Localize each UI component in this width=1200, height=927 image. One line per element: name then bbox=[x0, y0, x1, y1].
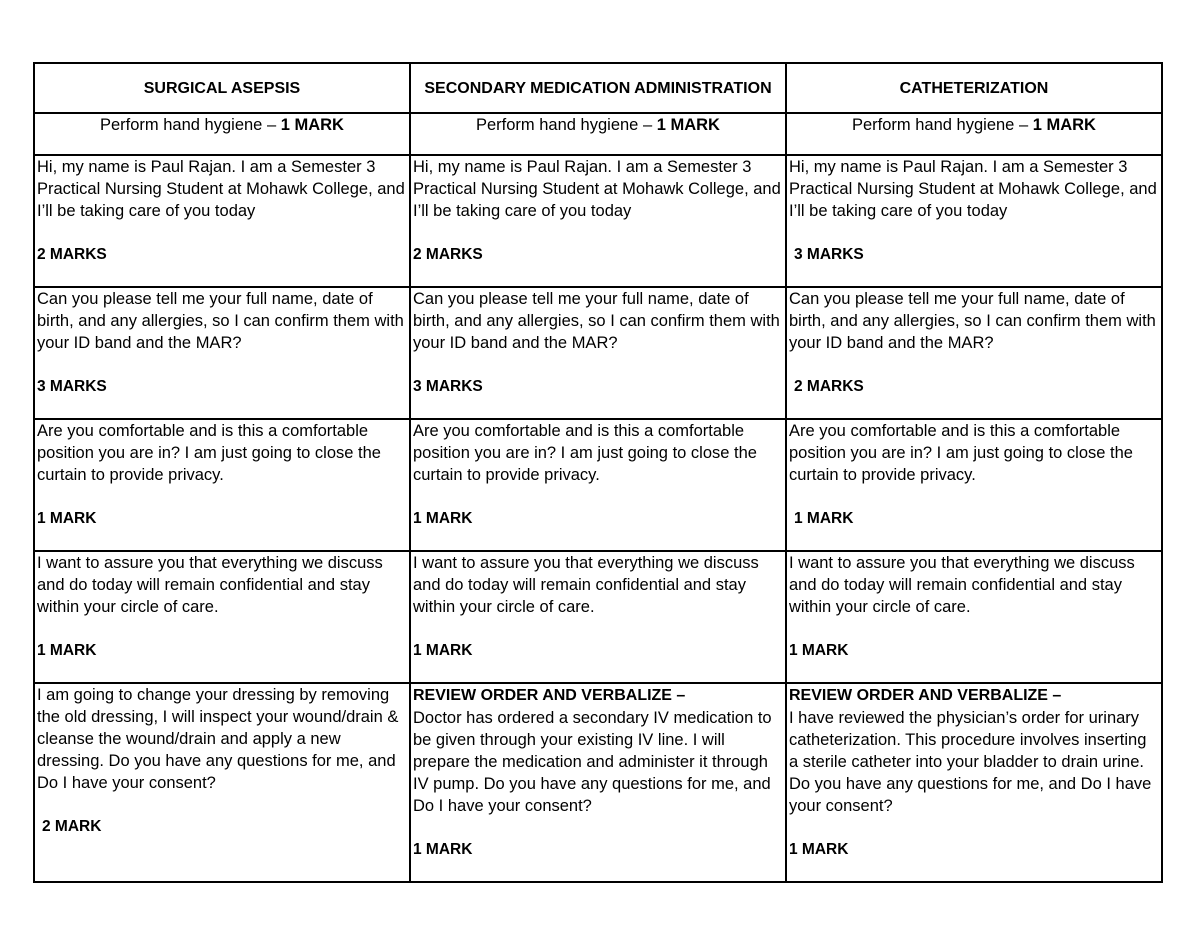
comfort-text: Are you comfortable and is this a comfortable position you are in? I am just going to close the curtain to provide privacy. bbox=[37, 422, 381, 484]
table-header-row bbox=[34, 63, 1162, 113]
comfort-cell bbox=[786, 419, 1162, 551]
hygiene-dash: – bbox=[638, 116, 657, 134]
confid-cell bbox=[34, 551, 410, 683]
comfort-cell bbox=[34, 419, 410, 551]
consent-mark: 2 MARK bbox=[42, 818, 102, 835]
confid-cell bbox=[786, 551, 1162, 683]
verify-text: Can you please tell me your full name, date of birth, and any allergies, so I can confirm them with your ID band and the MAR? bbox=[37, 290, 404, 352]
hygiene-dash: – bbox=[262, 116, 281, 134]
header-surgical-asepsis: SURGICAL ASEPSIS bbox=[34, 63, 410, 113]
table-row-confidentiality bbox=[34, 551, 1162, 683]
verify-text: Can you please tell me your full name, date of birth, and any allergies, so I can confirm them with your ID band and the MAR? bbox=[789, 290, 1156, 352]
intro-cell bbox=[410, 155, 786, 287]
confid-mark: 1 MARK bbox=[789, 642, 849, 659]
comfort-text: Are you comfortable and is this a comfortable position you are in? I am just going to close the curtain to provide privacy. bbox=[789, 422, 1133, 484]
header-catheterization: CATHETERIZATION bbox=[786, 63, 1162, 113]
hygiene-dash: – bbox=[1014, 116, 1033, 134]
verify-mark: 3 MARKS bbox=[37, 378, 107, 395]
table-row-introduction bbox=[34, 155, 1162, 287]
table-row-hand-hygiene bbox=[34, 113, 1162, 155]
intro-text: Hi, my name is Paul Rajan. I am a Semester 3 Practical Nursing Student at Mohawk College, and I’ll be taking care of you today bbox=[37, 158, 405, 220]
intro-cell bbox=[34, 155, 410, 287]
verify-mark: 3 MARKS bbox=[413, 378, 483, 395]
verify-mark: 2 MARKS bbox=[794, 378, 864, 395]
confid-mark: 1 MARK bbox=[37, 642, 97, 659]
assessment-table bbox=[33, 62, 1163, 883]
comfort-text: Are you comfortable and is this a comfortable position you are in? I am just going to close the curtain to provide privacy. bbox=[413, 422, 757, 484]
table-row-identity-verification bbox=[34, 287, 1162, 419]
intro-mark: 2 MARKS bbox=[37, 246, 107, 263]
confid-mark: 1 MARK bbox=[413, 642, 473, 659]
confid-text: I want to assure you that everything we discuss and do today will remain confidential and stay within your circle of care. bbox=[37, 554, 383, 616]
hygiene-cell bbox=[34, 113, 410, 155]
hygiene-text: Perform hand hygiene bbox=[852, 116, 1015, 134]
review-order-heading: REVIEW ORDER AND VERBALIZE – bbox=[413, 687, 686, 704]
table-row-consent bbox=[34, 683, 1162, 882]
verify-cell bbox=[410, 287, 786, 419]
consent-mark: 1 MARK bbox=[413, 841, 473, 858]
hygiene-cell bbox=[410, 113, 786, 155]
consent-text: I am going to change your dressing by removing the old dressing, I will inspect your wound/drain & cleanse the wound/drain and apply a new dressing. Do you have any questions for me, and Do I have your consent? bbox=[37, 686, 399, 792]
verify-text: Can you please tell me your full name, date of birth, and any allergies, so I can confirm them with your ID band and the MAR? bbox=[413, 290, 780, 352]
hygiene-mark: 1 MARK bbox=[1032, 116, 1096, 134]
confid-text: I want to assure you that everything we discuss and do today will remain confidential and stay within your circle of care. bbox=[413, 554, 759, 616]
comfort-mark: 1 MARK bbox=[37, 510, 97, 527]
comfort-mark: 1 MARK bbox=[413, 510, 473, 527]
hygiene-cell bbox=[786, 113, 1162, 155]
consent-cell-surgical bbox=[34, 683, 410, 882]
consent-text: Doctor has ordered a secondary IV medication to be given through your existing IV line. I will prepare the medication and administer it through IV pump. Do you have any questions for me, and Do I have your consent? bbox=[413, 709, 772, 815]
comfort-cell bbox=[410, 419, 786, 551]
intro-text: Hi, my name is Paul Rajan. I am a Semester 3 Practical Nursing Student at Mohawk College, and I’ll be taking care of you today bbox=[413, 158, 781, 220]
consent-cell-catheterization bbox=[786, 683, 1162, 882]
confid-cell bbox=[410, 551, 786, 683]
consent-mark: 1 MARK bbox=[789, 841, 849, 858]
comfort-mark: 1 MARK bbox=[794, 510, 854, 527]
consent-text: I have reviewed the physician’s order for urinary catheterization. This procedure involves inserting a sterile catheter into your bladder to drain urine. Do you have any questions for me, and Do I have your consent? bbox=[789, 709, 1152, 815]
verify-cell bbox=[34, 287, 410, 419]
intro-cell bbox=[786, 155, 1162, 287]
intro-text: Hi, my name is Paul Rajan. I am a Semester 3 Practical Nursing Student at Mohawk College, and I’ll be taking care of you today bbox=[789, 158, 1157, 220]
confid-text: I want to assure you that everything we discuss and do today will remain confidential and stay within your circle of care. bbox=[789, 554, 1135, 616]
hygiene-mark: 1 MARK bbox=[280, 116, 344, 134]
table-row-comfort-privacy bbox=[34, 419, 1162, 551]
hygiene-text: Perform hand hygiene bbox=[476, 116, 639, 134]
header-secondary-medication: SECONDARY MEDICATION ADMINISTRATION bbox=[410, 63, 786, 113]
intro-mark: 3 MARKS bbox=[794, 246, 864, 263]
review-order-heading: REVIEW ORDER AND VERBALIZE – bbox=[789, 687, 1062, 704]
consent-cell-medication bbox=[410, 683, 786, 882]
verify-cell bbox=[786, 287, 1162, 419]
hygiene-text: Perform hand hygiene bbox=[100, 116, 263, 134]
intro-mark: 2 MARKS bbox=[413, 246, 483, 263]
hygiene-mark: 1 MARK bbox=[656, 116, 720, 134]
